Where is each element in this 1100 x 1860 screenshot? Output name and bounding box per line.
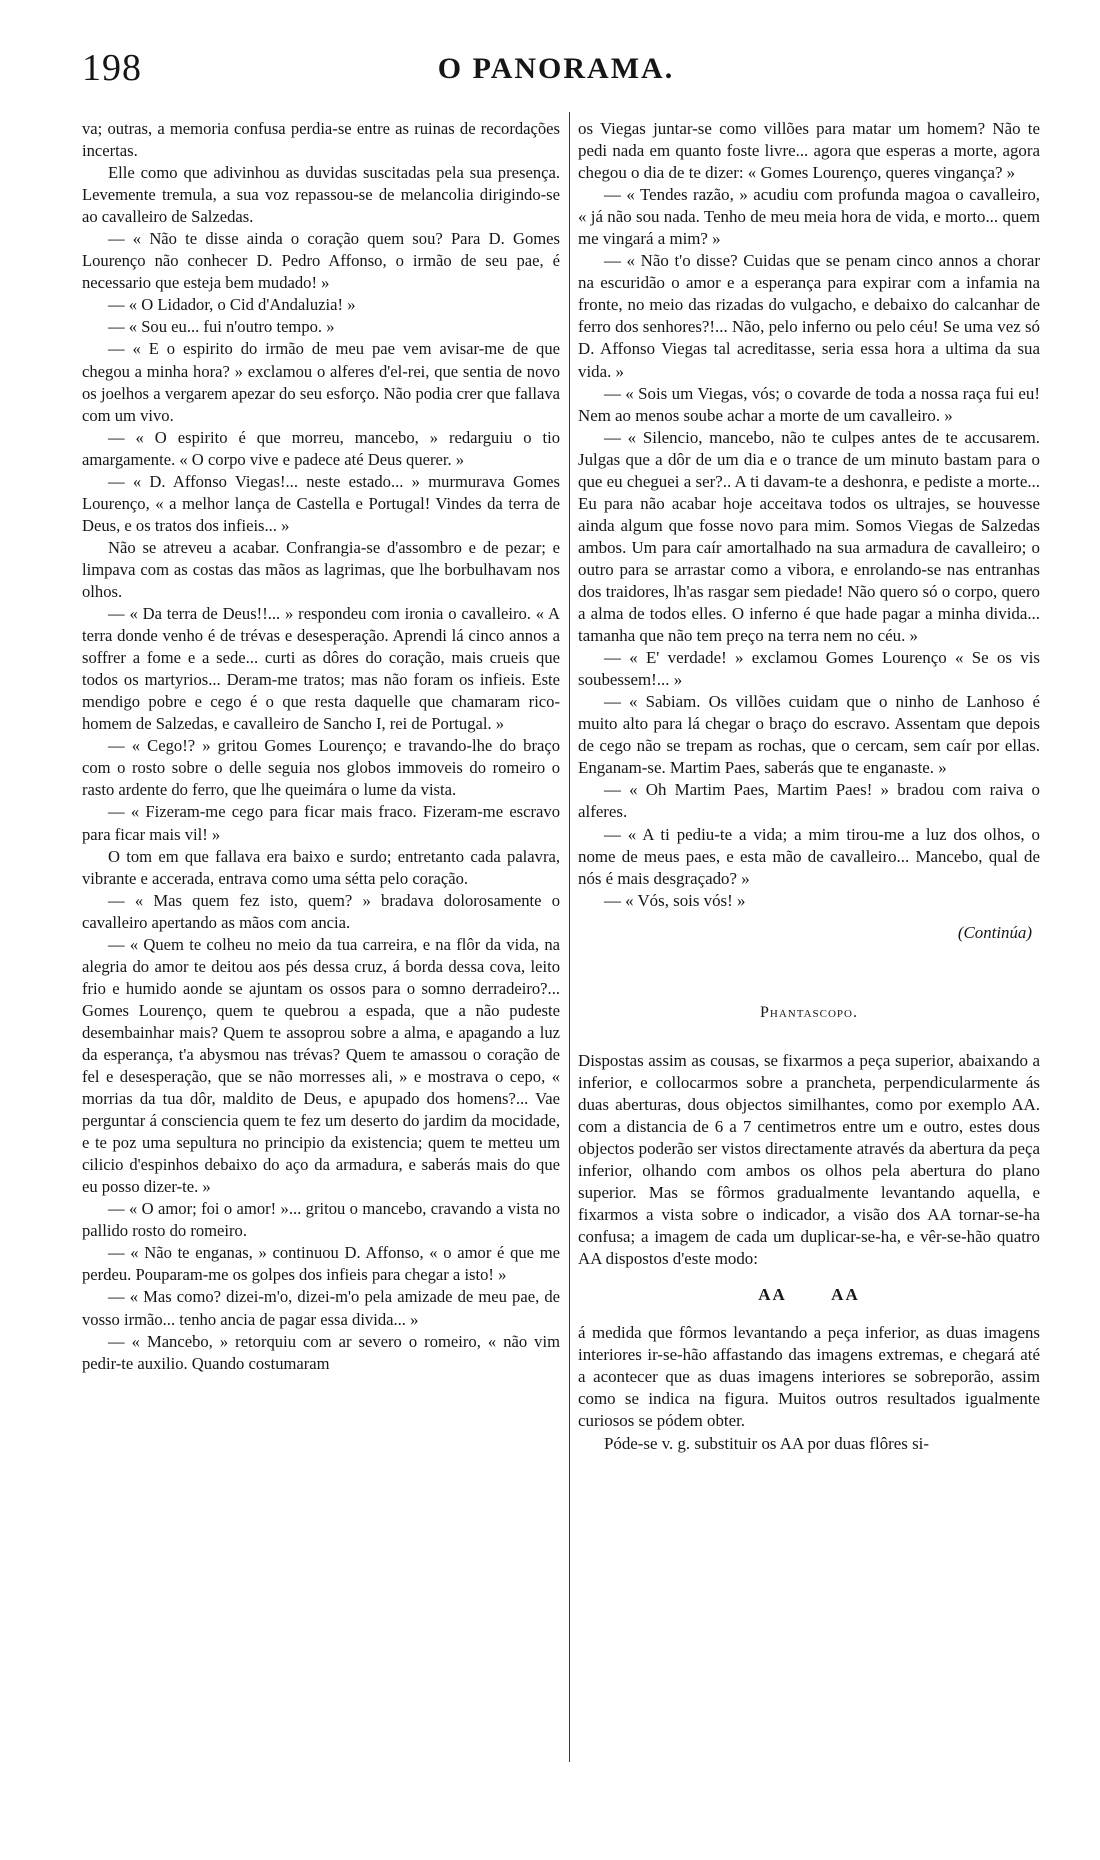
paragraph: á medida que fôrmos levantando a peça inferior, as duas imagens interiores ir-se-hão affastando das imagens extremas, e chegará até a acontecer que as duas imagens interiores se sobreporão, assim como se indica na figura. Muitos outros resultados igualmente curiosos se pódem obter. — [578, 1323, 1040, 1431]
column-divider — [569, 112, 570, 1762]
paragraph: — « O espirito é que morreu, mancebo, » redarguiu o tio amargamente. « O corpo vive e padece até Deus querer. » — [82, 427, 560, 469]
paragraph: O tom em que fallava era baixo e surdo; entretanto cada palavra, vibrante e accerada, entrava como uma sétta pelo coração. — [82, 846, 560, 888]
paragraph: — « Da terra de Deus!!... » respondeu com ironia o cavalleiro. « A terra donde venho é de trévas e desesperação. Aprendi lá cinco annos a soffrer a fome e a sede... curti as dôres do coração, mais crueis que todos os martyrios... Deram-me tratos; mas não foram os infieis. Este mendigo pobre e cego é o que resta daquelle que chamaram rico-homem de Salzedas, e cavalleiro de Sancho I, rei de Portugal. » — [82, 604, 560, 734]
paragraph: — « Quem te colheu no meio da tua carreira, e na flôr da vida, na alegria do amor te deitou aos pés dessa cruz, á borda dessa cova, leito frio e humido aonde se ajuntam os ossos para o somno derradeiro?... Gomes Lourenço, quem te quebrou a espada, que a não pudeste desembainhar mais? Quem te assoprou sobre a alma, e apagando a luz da esperança, t'a abysmou nas trévas? Quem te amassou o coração de fel e desesperação, que se não morresses ali, » e mostrava o cepo, « morrias da tua dôr, maldito de Deus, e apupado dos homens?... Vae perguntar á consciencia quem te fez um deserto do jardim da mocidade, e te poz uma sepultura no principio da existencia; quem te metteu um cilicio d'espinhos debaixo do aço da armadura, e saberás mais do que eu posso dizer-te. » — [82, 934, 560, 1197]
paragraph: — « E' verdade! » exclamou Gomes Lourenço « Se os vis soubessem!... » — [578, 648, 1040, 690]
paragraph: Póde-se v. g. substituir os AA por duas flôres si- — [604, 1433, 929, 1453]
paragraph: — « Sois um Viegas, vós; o covarde de toda a nossa raça fui eu! Nem ao menos soube achar a morte de um cavalleiro. » — [578, 383, 1040, 425]
paragraph: — « A ti pediu-te a vida; a mim tirou-me a luz dos olhos, o nome de meus paes, e esta mão de cavalleiro... Mancebo, qual de nós é mais desgraçado? » — [578, 824, 1040, 888]
paragraph: — « O Lidador, o Cid d'Andaluzia! » — [108, 295, 356, 315]
paragraph: va; outras, a memoria confusa perdia-se entre as ruinas de recordações incertas. — [82, 119, 560, 161]
paragraph: — « Não te enganas, » continuou D. Affonso, « o amor é que me perdeu. Pouparam-me os golpes dos infieis para chegar a isto! » — [82, 1243, 560, 1285]
aa-figure: AA AA — [758, 1285, 860, 1305]
journal-title: O PANORAMA. — [437, 52, 675, 85]
paragraph: — « E o espirito do irmão de meu pae vem avisar-me de que chegou a minha hora? » exclamou o alferes d'el-rei, que sentia de novo os joelhos a vergarem apezar do seu esforço. Não podia crer que fallava com um vivo. — [82, 339, 560, 425]
paragraph: Não se atreveu a acabar. Confrangia-se d'assombro e de pezar; e limpava com as costas das mãos as lagrimas, que lhe borbulhavam nos olhos. — [82, 537, 560, 601]
paragraph: — « Mas quem fez isto, quem? » bradava dolorosamente o cavalleiro apertando as mãos com ancia. — [82, 890, 560, 932]
paragraph: — « Silencio, mancebo, não te culpes antes de te accusarem. Julgas que a dôr de um dia e o trance de um minuto bastam para o que eu cheguei a ser?.. A ti davam-te a deshonra, e pediste a morte... Eu para não acabar hoje acceitava todos os ultrajes, se houvesse ainda algum que fosse novo para mim. Somos Viegas de Salzedas ambos. Um para caír amortalhado na sua armadura de cavalleiro; o outro para se arrastar como a vibora, e enrolando-se nas entranhas dos traidores, lh'as rasgar sem piedade! Não quero só o corpo, quero a alma de todos elles. O inferno é que hade pagar a minha divida... tamanha que não tem preço na terra nem no céu. » — [578, 427, 1040, 646]
paragraph: os Viegas juntar-se como villões para matar um homem? Não te pedi nada em quanto foste livre... agora que esperas a morte, agora chegou o dia de te dizer: « Gomes Lourenço, queres vingança? » — [578, 119, 1040, 183]
section-title: Phantascopo. — [760, 1003, 858, 1021]
paragraph: — « Mas como? dizei-m'o, dizei-m'o pela amizade de meu pae, de vosso irmão... tenho ancia de pagar essa divida... » — [82, 1287, 560, 1329]
paragraph: — « Mancebo, » retorquiu com ar severo o romeiro, « não vim pedir-te auxilio. Quando costumaram — [82, 1331, 560, 1373]
continua-note: (Continúa) — [957, 922, 1032, 942]
paragraph: — « Não t'o disse? Cuidas que se penam cinco annos a chorar na escuridão o amor e a esperança para expirar com a infamia na fronte, no meio das rizadas do vulgacho, e debaixo do calcanhar de ferro dos senhores?!... Não, pelo inferno ou pelo céu! Se uma vez só D. Affonso Viegas tal acreditasse, seria essa hora a ultima da sua vida. » — [578, 251, 1040, 381]
paragraph: — « Vós, sois vós! » — [604, 890, 746, 910]
paragraph: — « Sabiam. Os villões cuidam que o ninho de Lanhoso é muito alto para lá chegar o braço do escravo. Assentam que depois de cego não se trepam as rochas, que o cercam, sem caír por ellas. Enganam-se. Martim Paes, saberás que te enganaste. » — [578, 692, 1040, 778]
left-column — [82, 118, 560, 1860]
page-header — [82, 40, 1030, 90]
paragraph: Elle como que adivinhou as duvidas suscitadas pela sua presença. Levemente tremula, a sua voz repassou-se de melancolia dirigindo-se ao cavalleiro de Salzedas. — [82, 163, 560, 227]
paragraph: — « Oh Martim Paes, Martim Paes! » bradou com raiva o alferes. — [578, 780, 1040, 822]
paragraph: — « O amor; foi o amor! »... gritou o mancebo, cravando a vista no pallido rosto do romeiro. — [82, 1199, 560, 1241]
paragraph: Dispostas assim as cousas, se fixarmos a peça superior, abaixando a inferior, e collocarmos sobre a prancheta, perpendicularmente ás duas aberturas, dous objectos similhantes, como por exemplo AA. com a distancia de 6 a 7 centimetros entre um e outro, estes dous objectos poderão ser vistos directamente através da abertura da peça inferior, olhando com ambos os olhos pela abertura do plano superior. Mas se fôrmos gradualmente levantando aquella, e fixarmos a vista sobre o indicador, a visão dos AA tornar-se-ha confusa; a imagem de cada um duplicar-se-ha, e vêr-se-hão quatro AA dispostos d'este modo: — [578, 1050, 1040, 1269]
paragraph: — « Sou eu... fui n'outro tempo. » — [108, 317, 335, 337]
paragraph: — « Cego!? » gritou Gomes Lourenço; e travando-lhe do braço com o rosto sobre o delle seguia nos globos immoveis do romeiro o rasto ardente do ferro, que lhe queimára o lume da vista. — [82, 736, 560, 800]
paragraph: — « Não te disse ainda o coração quem sou? Para D. Gomes Lourenço não conhecer D. Pedro Affonso, o irmão de seu pae, é necessario que esteja bem mudado! » — [82, 229, 560, 293]
right-column — [578, 118, 1040, 1860]
paragraph: — « D. Affonso Viegas!... neste estado... » murmurava Gomes Lourenço, « a melhor lança de Castella e Portugal! Vindes da terra de Deus, e os tratos dos infieis... » — [82, 471, 560, 535]
paragraph: — « Tendes razão, » acudiu com profunda magoa o cavalleiro, « já não sou nada. Tenho de meu meia hora de vida, e morto... quem me vingará a mim? » — [578, 185, 1040, 249]
paragraph: — « Fizeram-me cego para ficar mais fraco. Fizeram-me escravo para ficar mais vil! » — [82, 802, 560, 844]
page-number: 198 — [82, 47, 142, 89]
